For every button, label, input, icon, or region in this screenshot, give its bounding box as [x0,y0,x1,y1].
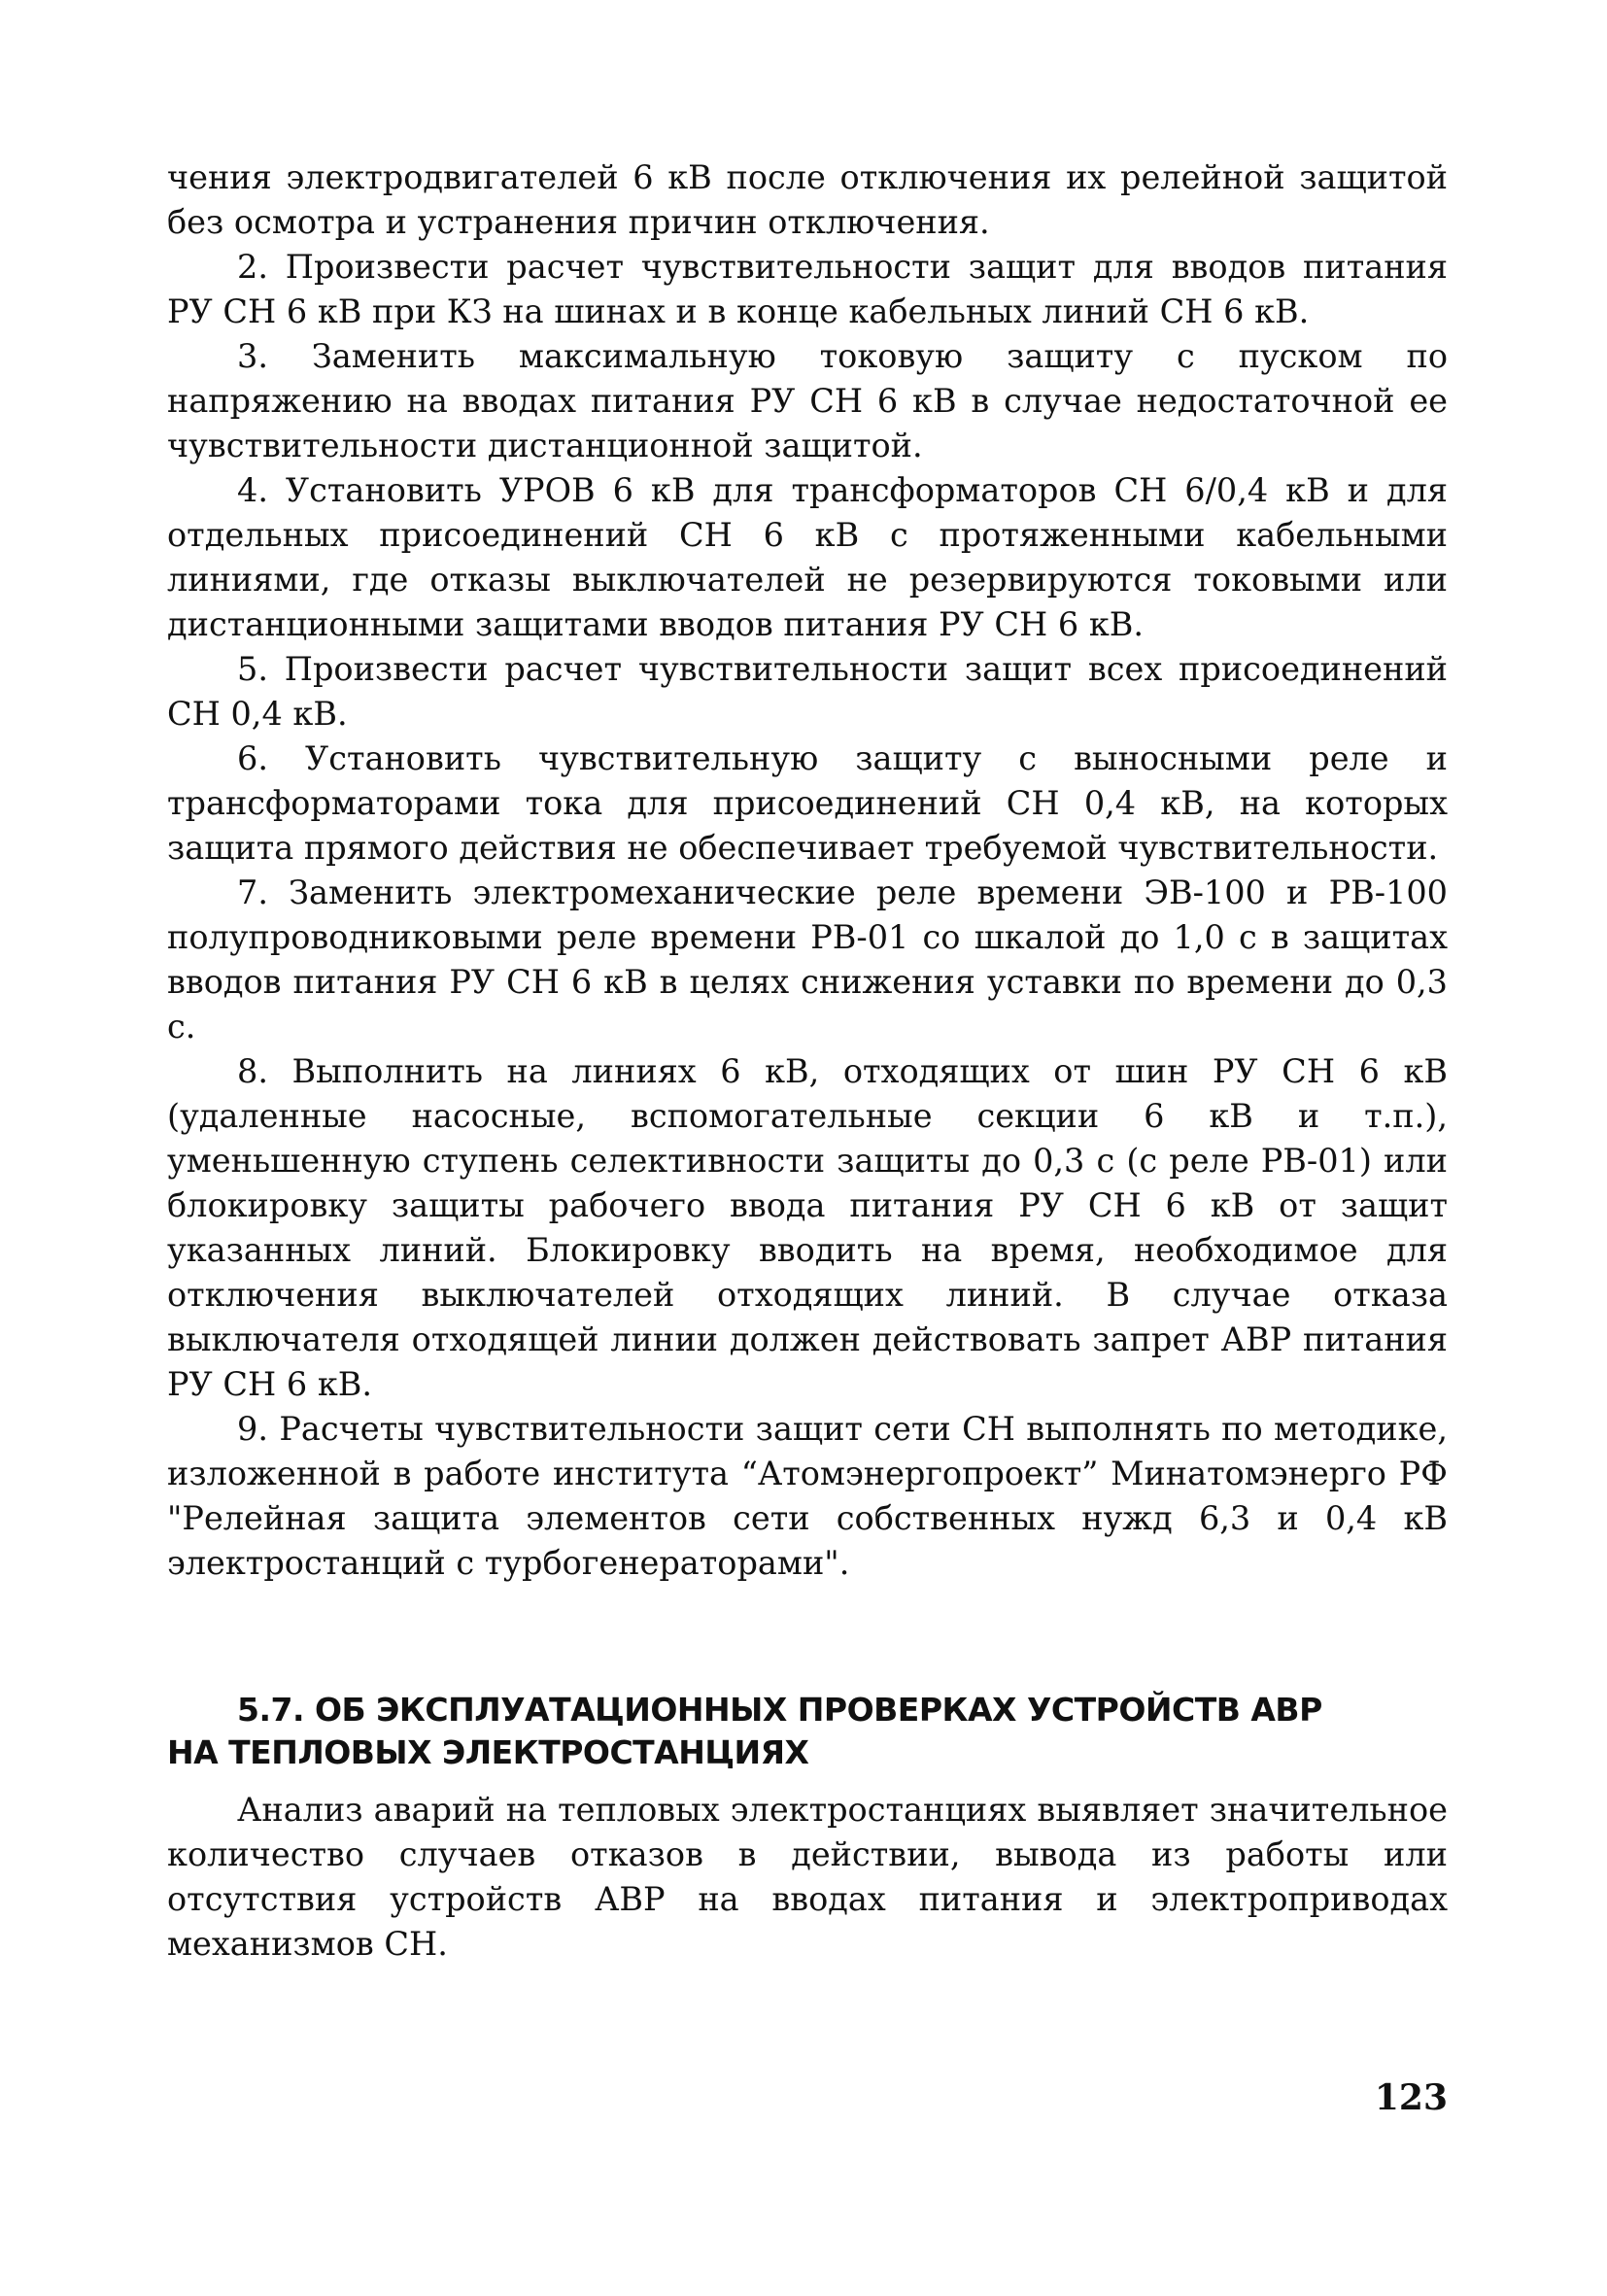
list-item-3: 3. Заменить максимальную токовую защиту с пуском по напряжению на вводах питания РУ СН 6 кВ в случае недостаточной ее чувствительности дистанционной защитой. [167,337,1448,464]
page-number: 123 [1374,2077,1448,2118]
list-item-8: 8. Выполнить на линиях 6 кВ, отходящих от шин РУ СН 6 кВ (удаленные насосные, вспомогательные секции 6 кВ и т.п.), уменьшенную ступень селективности защиты до 0,3 с (с реле РВ-01) или блокировку защиты рабочего ввода питания РУ СН 6 кВ от защит указанных линий. Блокировку вводить на время, необходимое для отключения выключателей отходящих линий. В случае отказа выключателя отходящей линии должен действовать запрет АВР питания РУ СН 6 кВ. [167,1052,1448,1403]
list-item-7: 7. Заменить электромеханические реле времени ЭВ-100 и РВ-100 полупроводниковыми реле времени РВ-01 со шкалой до 1,0 с в защитах вводов питания РУ СН 6 кВ в целях снижения уставки по времени до 0,3 с. [167,874,1448,1045]
page-body [167,155,1448,1967]
section-body-paragraph: Анализ аварий на тепловых электростанциях выявляет значительное количество случаев отказов в действии, вывода из работы или отсутствия устройств АВР на вводах питания и электроприводах механизмов СН. [167,1791,1448,1963]
section-heading [167,1689,1448,1774]
list-item-6: 6. Установить чувствительную защиту с выносными реле и трансформаторами тока для присоединений СН 0,4 кВ, на которых защита прямого действия не обеспечивает требуемой чувствительности. [167,739,1448,867]
list-item-5: 5. Произвести расчет чувствительности защит всех присоединений СН 0,4 кВ. [167,650,1448,733]
paragraph-continuation: чения электродвигателей 6 кВ после отключения их релейной защитой без осмотра и устранения причин отключения. [167,158,1448,241]
section-heading-line2: НА ТЕПЛОВЫХ ЭЛЕКТРОСТАНЦИЯХ [167,1733,809,1771]
list-item-9: 9. Расчеты чувствительности защит сети СН выполнять по методике, изложенной в работе института “Атомэнергопроект” Минатомэнерго РФ "Релейная защита элементов сети собственных нужд 6,3 и 0,4 кВ электростанций с турбогенераторами". [167,1410,1448,1582]
section-heading-line1: 5.7. ОБ ЭКСПЛУАТАЦИОННЫХ ПРОВЕРКАХ УСТРОЙСТВ АВР [237,1691,1322,1729]
list-item-4: 4. Установить УРОВ 6 кВ для трансформаторов СН 6/0,4 кВ и для отдельных присоединений СН 6 кВ с протяженными кабельными линиями, где отказы выключателей не резервируются токовыми или дистанционными защитами вводов питания РУ СН 6 кВ. [167,471,1448,643]
list-item-2: 2. Произвести расчет чувствительности защит для вводов питания РУ СН 6 кВ при КЗ на шинах и в конце кабельных линий СН 6 кВ. [167,248,1448,330]
